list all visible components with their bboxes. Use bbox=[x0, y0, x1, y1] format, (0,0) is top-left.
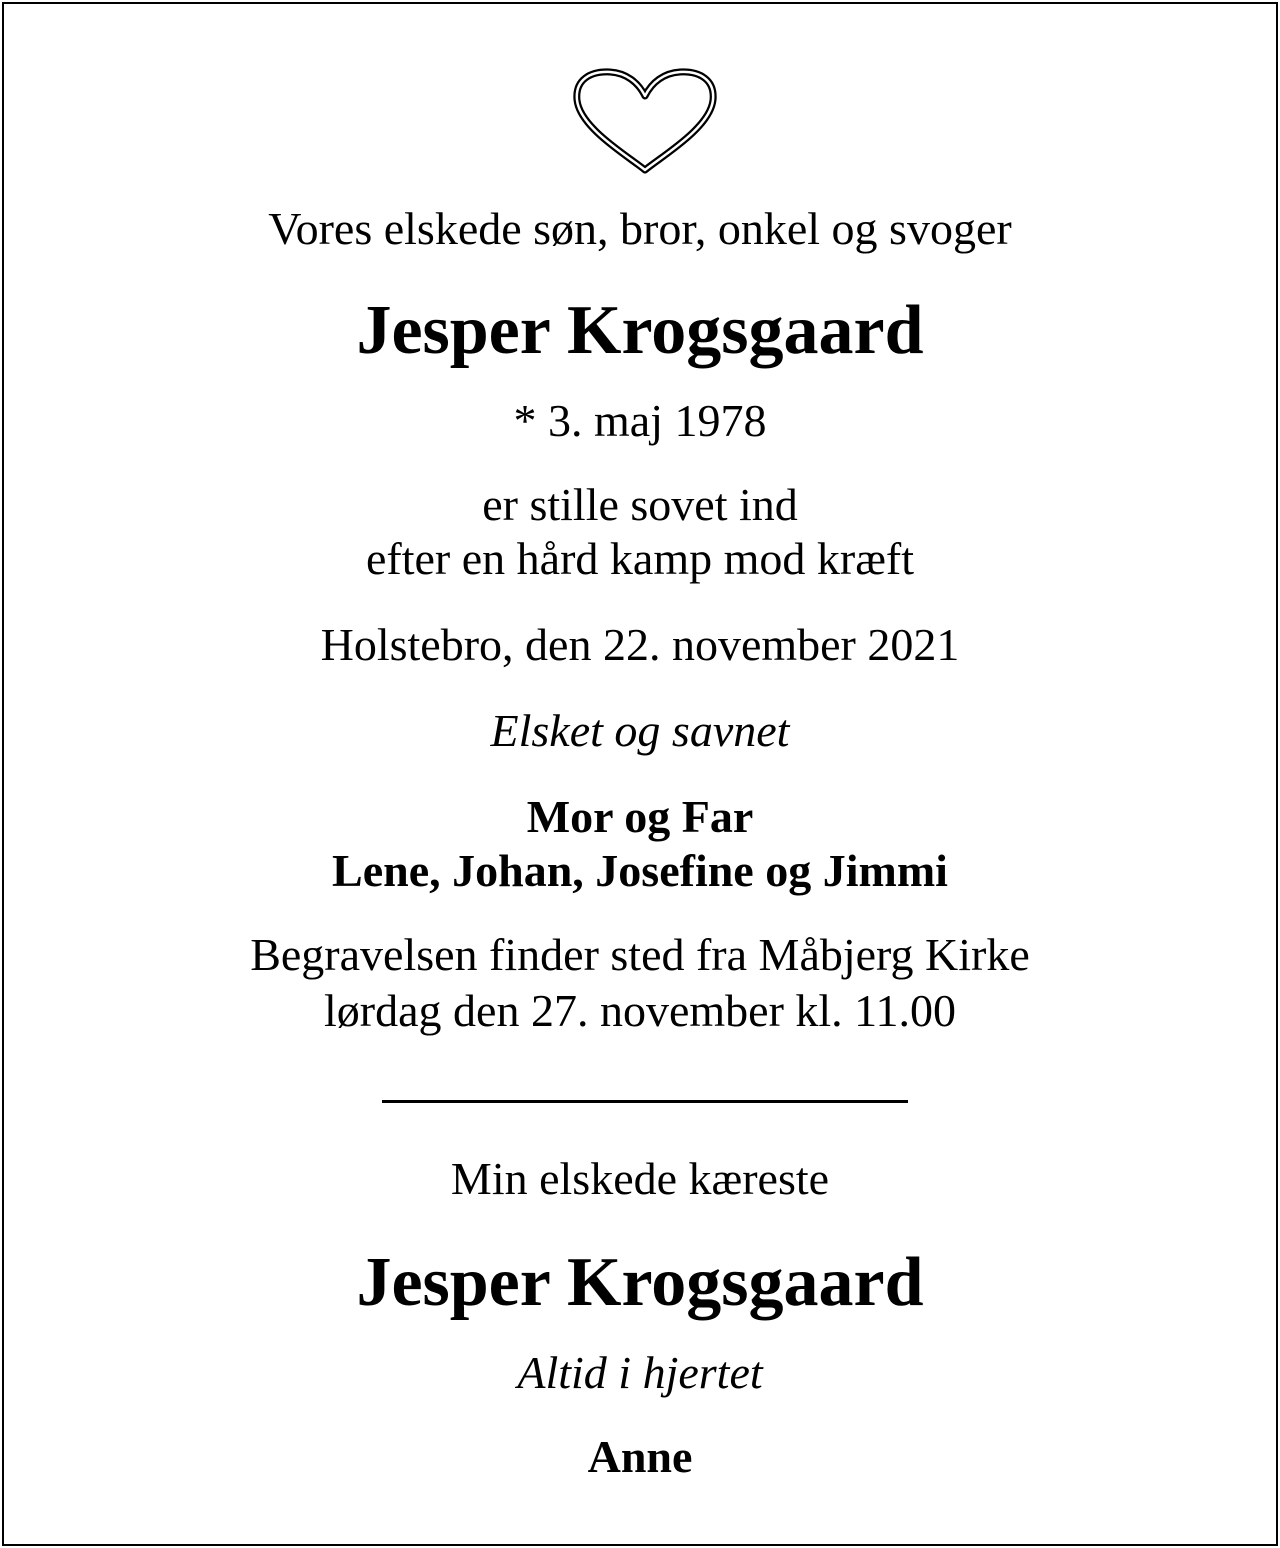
divider-line bbox=[382, 1100, 908, 1103]
family-line-2: Lene, Johan, Josefine og Jimmi bbox=[332, 845, 948, 896]
always-text: Altid i hjertet bbox=[517, 1347, 763, 1398]
signer-name: Anne bbox=[587, 1431, 693, 1482]
second-intro-text: Min elskede kæreste bbox=[450, 1153, 830, 1204]
deceased-name: Jesper Krogsgaard bbox=[356, 292, 924, 369]
funeral-line-2: lørdag den 27. november kl. 11.00 bbox=[324, 985, 956, 1036]
loved-text: Elsket og savnet bbox=[490, 705, 790, 756]
intro-text: Vores elskede søn, bror, onkel og svoger bbox=[268, 203, 1012, 254]
obituary-notice bbox=[2, 2, 1278, 1546]
status-line-1: er stille sovet ind bbox=[482, 479, 798, 530]
birth-date: * 3. maj 1978 bbox=[513, 395, 767, 446]
heart-outline-icon bbox=[572, 66, 718, 176]
family-line-1: Mor og Far bbox=[526, 791, 754, 842]
second-deceased-name: Jesper Krogsgaard bbox=[356, 1244, 924, 1321]
place-date: Holstebro, den 22. november 2021 bbox=[320, 619, 960, 670]
funeral-line-1: Begravelsen finder sted fra Måbjerg Kirke bbox=[250, 929, 1030, 980]
status-line-2: efter en hård kamp mod kræft bbox=[366, 533, 914, 584]
